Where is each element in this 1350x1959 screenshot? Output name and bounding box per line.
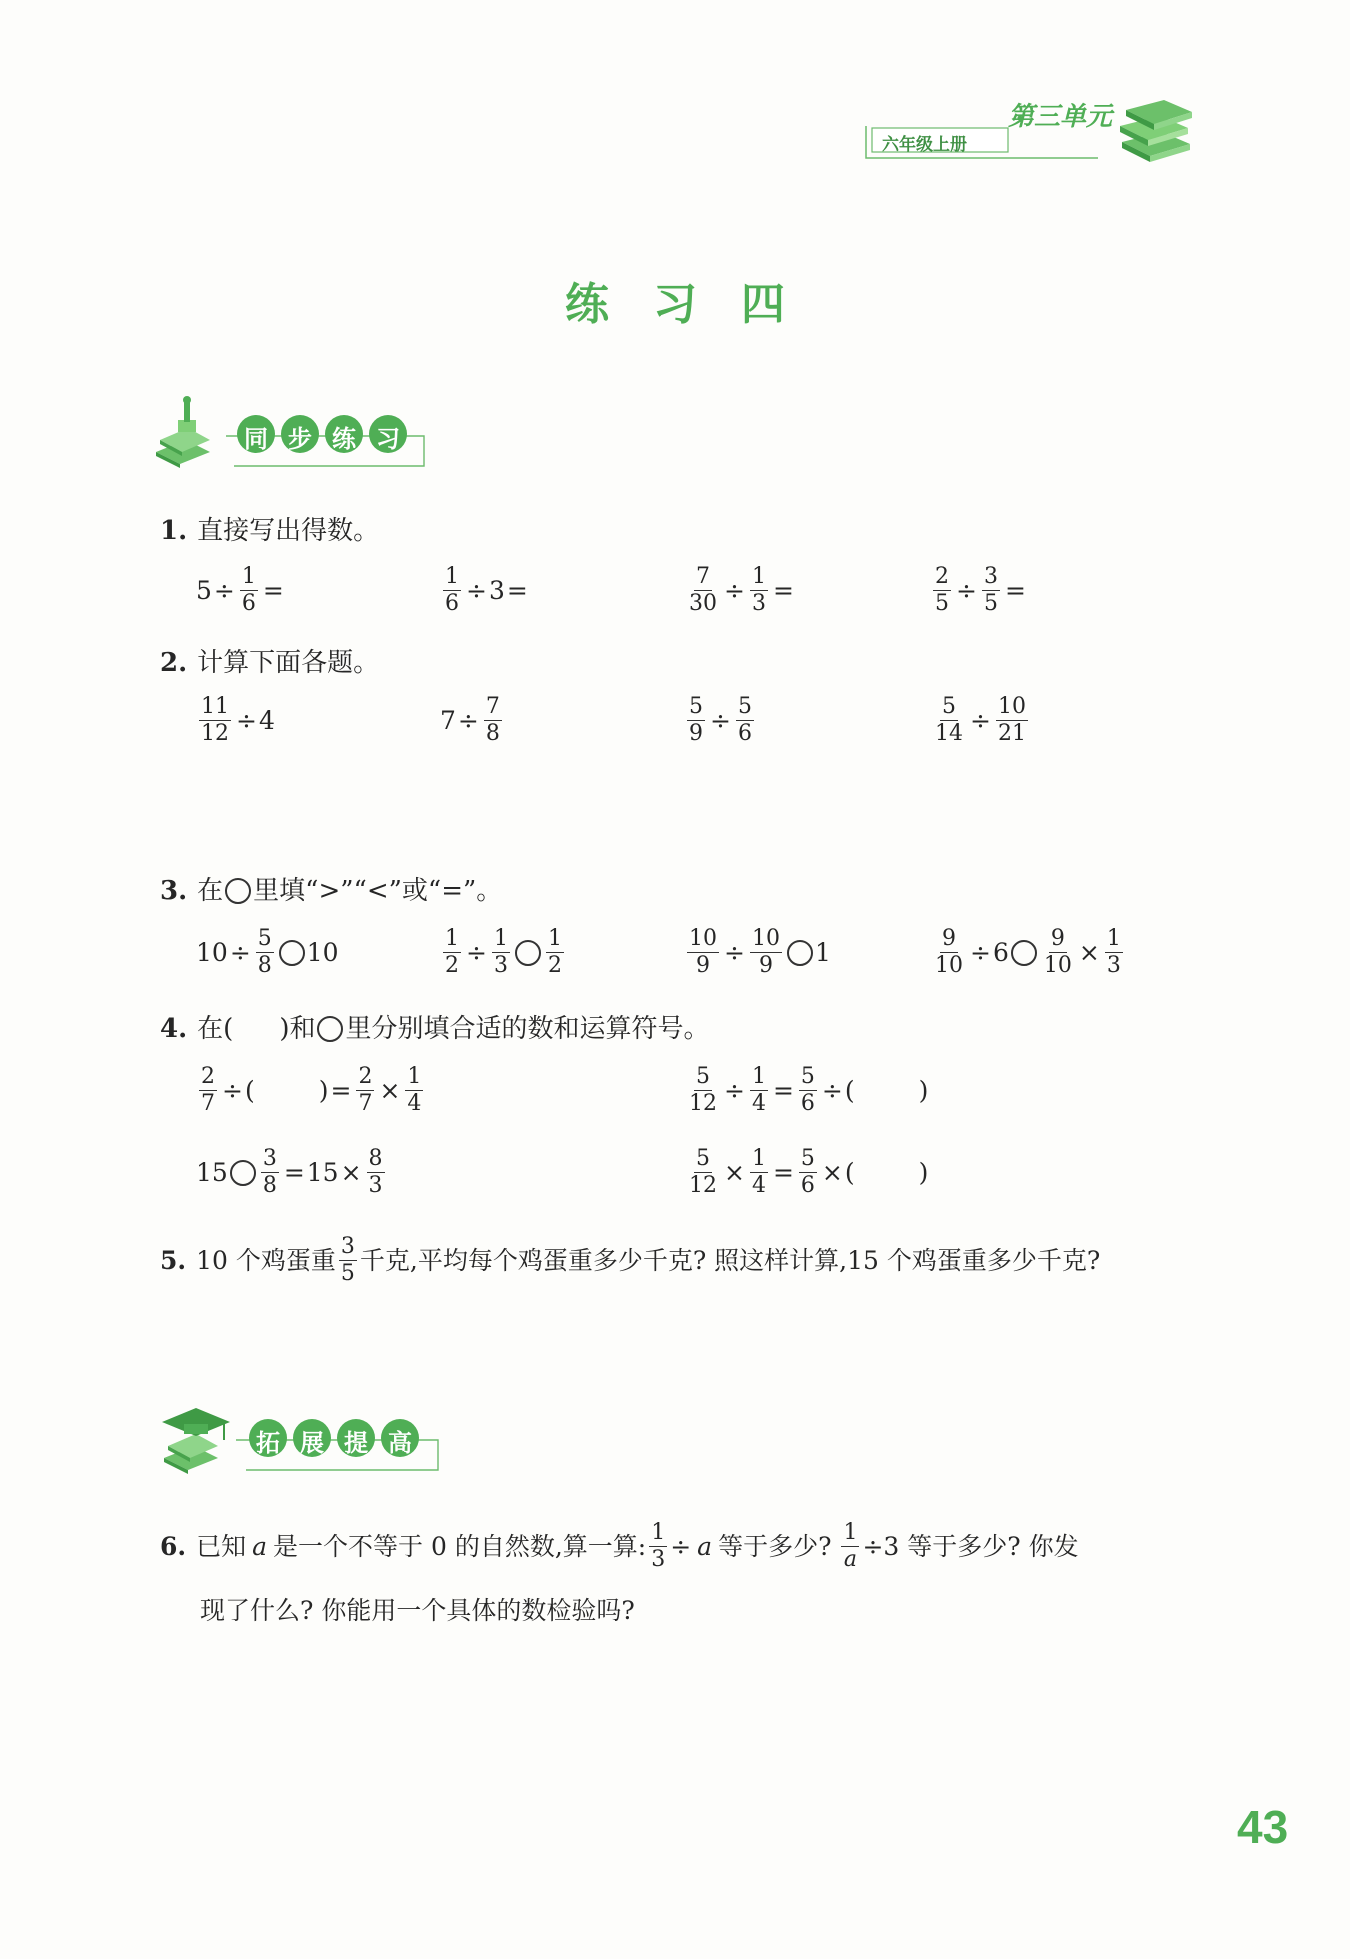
banner-char: 展 bbox=[300, 1429, 324, 1457]
fraction: $\frac{3}{8}$ bbox=[262, 1146, 277, 1198]
q3-expression-4: $\frac{9}{10}$ ÷ 6 $\frac{9}{10}$ × $\frac{1}{3}$ bbox=[935, 926, 1121, 978]
fraction: $\frac{5}{9}$ bbox=[689, 694, 703, 746]
q2-expression-3: $\frac{5}{9}$ ÷ $\frac{5}{6}$ bbox=[689, 694, 752, 746]
q4-expression-2: $\frac{5}{12}$ ÷ $\frac{1}{4}$ = $\frac{5}{6}$ ÷ ( ) bbox=[689, 1064, 929, 1116]
fraction: $\frac{5}{14}$ bbox=[935, 694, 963, 746]
question-6-line-2: 现了什么? 你能用一个具体的数检验吗? bbox=[200, 1596, 635, 1625]
question-5: 5. 10 个鸡蛋重 $\frac{3}{5}$ 千克,平均每个鸡蛋重多少千克? 照这样计算,15 个鸡蛋重多少千克? bbox=[160, 1234, 1101, 1286]
question-number: 6. bbox=[160, 1532, 187, 1561]
fraction: $\frac{5}{12}$ bbox=[689, 1146, 717, 1198]
banner-char: 提 bbox=[344, 1429, 368, 1457]
compare-circle-blank[interactable] bbox=[787, 940, 813, 966]
compare-circle-blank[interactable] bbox=[1011, 940, 1037, 966]
grade-label: 六年级上册 bbox=[882, 135, 967, 155]
q1-expression-3: $\frac{7}{30}$ ÷ $\frac{1}{3}$ = bbox=[689, 564, 794, 616]
question-3: 3. 在 里填“>”“<”或“=”。 bbox=[160, 876, 503, 906]
fraction: $\frac{2}{5}$ bbox=[935, 564, 949, 616]
fraction: $\frac{10}{9}$ bbox=[689, 926, 717, 978]
operator-circle-blank[interactable] bbox=[230, 1160, 256, 1186]
question-number: 4. bbox=[160, 1014, 188, 1044]
fraction: $\frac{1}{2}$ bbox=[547, 926, 562, 978]
question-6: 6. 已知 a 是一个不等于 0 的自然数,算一算: $\frac{1}{3}$ ÷ a 等于多少? $\frac{1}{a}$ ÷3 等于多少? 你发 bbox=[160, 1520, 1079, 1572]
fraction: $\frac{1}{2}$ bbox=[445, 926, 459, 978]
fraction: $\frac{5}{6}$ bbox=[737, 694, 752, 746]
circle-blank-icon bbox=[317, 1016, 343, 1042]
title-char: 练 bbox=[565, 279, 609, 330]
question-4: 4. 在( )和 里分别填合适的数和运算符号。 bbox=[160, 1014, 710, 1044]
title-char: 习 bbox=[653, 279, 697, 330]
question-text: 计算下面各题。 bbox=[197, 648, 380, 678]
compare-circle-blank[interactable] bbox=[515, 940, 541, 966]
question-2 bbox=[160, 650, 379, 676]
q4-expression-3: 15 $\frac{3}{8}$ = 15 × $\frac{8}{3}$ bbox=[196, 1146, 383, 1198]
q3-expression-1: 10 ÷ $\frac{5}{8}$ 10 bbox=[196, 926, 339, 978]
fraction: $\frac{7}{8}$ bbox=[485, 694, 500, 746]
compare-circle-blank[interactable] bbox=[279, 940, 305, 966]
fraction: $\frac{5}{12}$ bbox=[689, 1064, 717, 1116]
section-banner-sync bbox=[150, 396, 430, 470]
q1-expression-1: 5 ÷ $\frac{1}{6}$ = bbox=[196, 564, 284, 616]
circle-blank-icon bbox=[225, 878, 251, 904]
fraction: $\frac{1}{3}$ bbox=[1106, 926, 1121, 978]
fraction: $\frac{10}{9}$ bbox=[751, 926, 780, 978]
q4-expression-4: $\frac{5}{12}$ × $\frac{1}{4}$ = $\frac{5}{6}$ × ( ) bbox=[689, 1146, 929, 1198]
question-number: 1. bbox=[160, 516, 188, 546]
page-title bbox=[0, 268, 1350, 332]
fraction: $\frac{5}{8}$ bbox=[257, 926, 272, 978]
banner-char: 同 bbox=[244, 425, 268, 453]
question-number: 5. bbox=[160, 1246, 187, 1275]
q3-expression-2: $\frac{1}{2}$ ÷ $\frac{1}{3}$ $\frac{1}{2}$ bbox=[445, 926, 562, 978]
q1-expression-2: $\frac{1}{6}$ ÷ 3 = bbox=[445, 564, 528, 616]
fraction: $\frac{1}{4}$ bbox=[751, 1146, 766, 1198]
q2-expression-1: $\frac{11}{12}$ ÷ 4 bbox=[201, 694, 275, 746]
fraction: $\frac{1}{6}$ bbox=[445, 564, 459, 616]
banner-char: 步 bbox=[288, 425, 312, 453]
fraction: $\frac{1}{3}$ bbox=[651, 1520, 666, 1572]
page-number: 43 bbox=[1237, 1801, 1289, 1853]
question-number: 2. bbox=[160, 648, 188, 678]
fraction: $\frac{5}{6}$ bbox=[800, 1064, 815, 1116]
fraction: $\frac{9}{10}$ bbox=[935, 926, 963, 978]
section-banner-extend bbox=[156, 1400, 446, 1476]
question-number: 3. bbox=[160, 876, 188, 906]
fraction: $\frac{1}{3}$ bbox=[751, 564, 766, 616]
banner-char: 练 bbox=[332, 425, 356, 453]
fraction: $\frac{11}{12}$ bbox=[201, 694, 229, 746]
q2-expression-2: 7 ÷ $\frac{7}{8}$ bbox=[440, 694, 500, 746]
fraction: $\frac{1}{3}$ bbox=[493, 926, 508, 978]
banner-char: 习 bbox=[376, 425, 400, 453]
fraction: $\frac{1}{4}$ bbox=[751, 1064, 766, 1116]
unit-label: 第三单元 bbox=[1008, 102, 1113, 132]
q4-expression-1: $\frac{2}{7}$ ÷ ( ) = $\frac{2}{7}$ × $\frac{1}{4}$ bbox=[201, 1064, 422, 1116]
fraction: $\frac{3}{5}$ bbox=[340, 1234, 355, 1286]
fraction: $\frac{7}{30}$ bbox=[689, 564, 717, 616]
banner-char: 高 bbox=[388, 1429, 412, 1457]
banner-char: 拓 bbox=[256, 1429, 280, 1457]
fraction: $\frac{3}{5}$ bbox=[983, 564, 998, 616]
question-1 bbox=[160, 518, 379, 544]
fraction: $\frac{2}{7}$ bbox=[358, 1064, 373, 1116]
fraction: $\frac{5}{6}$ bbox=[800, 1146, 815, 1198]
fraction: $\frac{10}{21}$ bbox=[997, 694, 1026, 746]
q1-expression-4: $\frac{2}{5}$ ÷ $\frac{3}{5}$ = bbox=[935, 564, 1026, 616]
fraction: $\frac{1}{6}$ bbox=[241, 564, 256, 616]
q3-expression-3: $\frac{10}{9}$ ÷ $\frac{10}{9}$ 1 bbox=[689, 926, 831, 978]
fraction: $\frac{1}{4}$ bbox=[407, 1064, 422, 1116]
fraction: $\frac{9}{10}$ bbox=[1043, 926, 1072, 978]
fraction: $\frac{2}{7}$ bbox=[201, 1064, 215, 1116]
unit-header-badge bbox=[858, 92, 1194, 166]
question-text: 直接写出得数。 bbox=[197, 516, 380, 546]
title-char: 四 bbox=[741, 279, 785, 330]
fraction: $\frac{1}{a}$ bbox=[843, 1520, 858, 1572]
q2-expression-4: $\frac{5}{14}$ ÷ $\frac{10}{21}$ bbox=[935, 694, 1026, 746]
fraction: $\frac{8}{3}$ bbox=[368, 1146, 383, 1198]
